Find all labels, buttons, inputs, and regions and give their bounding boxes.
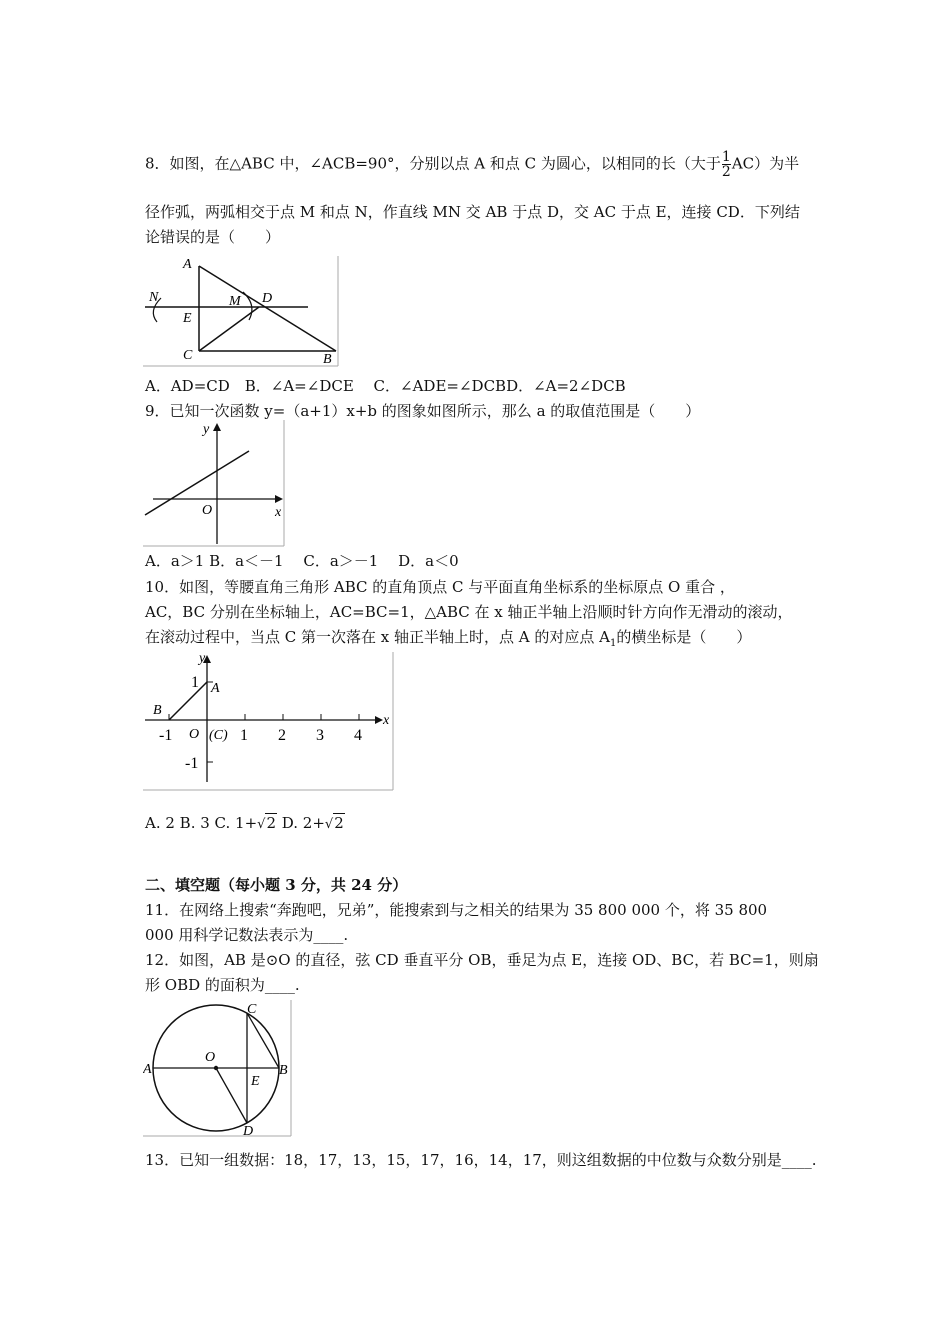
q10-figure bbox=[143, 652, 395, 796]
tick-label-yneg1: -1 bbox=[185, 755, 199, 772]
label-d: D bbox=[243, 1124, 254, 1138]
q13-blank: ____ bbox=[781, 1151, 812, 1169]
segment-od bbox=[216, 1068, 247, 1123]
q8-figure bbox=[143, 256, 339, 372]
q8-stem-line2: 径作弧，两弧相交于点 M 和点 N，作直线 MN 交 AB 于点 D，交 AC 于点 E，连接 CD．下列结 bbox=[145, 203, 800, 221]
label-x: x bbox=[383, 713, 390, 728]
function-line bbox=[145, 451, 249, 515]
label-n: N bbox=[149, 290, 159, 305]
label-b: B bbox=[323, 352, 332, 367]
label-e: E bbox=[251, 1074, 260, 1089]
tick-label-2: 2 bbox=[278, 727, 286, 744]
q8-stem-line1: 8．如图，在△ABC 中，∠ACB=90°，分别以点 A 和点 C 为圆心，以相同的长（大于 $\frac{1}{2}$ AC）为半 bbox=[145, 149, 800, 180]
q12-figure bbox=[143, 1000, 295, 1142]
q8-options: A．AD=CD B．∠A=∠DCE C．∠ADE=∠DCBD．∠A=2∠DCB bbox=[145, 377, 626, 395]
fraction-one-half: $\frac{1}{2}$ bbox=[721, 149, 731, 180]
segment-ab bbox=[169, 682, 207, 720]
center-dot bbox=[214, 1066, 218, 1070]
label-o: O bbox=[205, 1050, 216, 1065]
label-b: B bbox=[279, 1063, 288, 1078]
label-y: y bbox=[199, 652, 206, 666]
q10-stem-line2: AC，BC 分别在坐标轴上，AC=BC=1，△ABC 在 x 轴正半轴上沿顺时针方向作无滑动的滚动， bbox=[145, 603, 793, 621]
y-arrow bbox=[213, 423, 221, 431]
label-a: A bbox=[143, 1062, 152, 1077]
q9-figure bbox=[143, 420, 287, 552]
x-arrow bbox=[275, 495, 283, 503]
tick-label-4: 4 bbox=[354, 727, 362, 744]
label-e: E bbox=[183, 311, 192, 326]
q12-stem-line2: 形 OBD 的面积为____. bbox=[145, 976, 300, 994]
segment-bc bbox=[247, 1013, 279, 1068]
label-c: (C) bbox=[209, 728, 228, 743]
q12-blank: ____ bbox=[264, 976, 295, 994]
q8-stem-line3: 论错误的是（ ） bbox=[145, 228, 281, 246]
q10-stem-line3: 在滚动过程中，当点 C 第一次落在 x 轴正半轴上时，点 A 的对应点 $A_1$的横坐标是（ ） bbox=[145, 628, 752, 649]
label-b: B bbox=[153, 703, 162, 718]
q12-stem-line1: 12．如图，AB 是⊙O 的直径，弦 CD 垂直平分 OB，垂足为点 E，连接 OD、BC，若 BC=1，则扇 bbox=[145, 951, 819, 969]
label-c: C bbox=[247, 1002, 257, 1017]
x-arrow bbox=[375, 716, 383, 724]
label-o: O bbox=[202, 503, 213, 518]
tick-label-1: 1 bbox=[240, 727, 248, 744]
label-a: A bbox=[211, 681, 220, 696]
label-d: D bbox=[262, 291, 273, 306]
q11-stem-line2: 000 用科学记数法表示为____. bbox=[145, 926, 349, 944]
label-m: M bbox=[229, 294, 241, 309]
section-title: 二、填空题（每小题 3 分，共 24 分） bbox=[145, 876, 408, 894]
q9-options: A．a＞1 B．a＜－1 C．a＞－1 D．a＜0 bbox=[145, 552, 459, 570]
label-o: O bbox=[189, 727, 200, 742]
q11-stem-line1: 11．在网络上搜索“奔跑吧，兄弟”，能搜索到与之相关的结果为 35 800 000 个，将 35 800 bbox=[145, 901, 768, 919]
q13-stem: 13．已知一组数据：18，17，13，15，17，16，14，17，则这组数据的中位数与众数分别是____. bbox=[145, 1151, 817, 1169]
segment-ab bbox=[199, 266, 336, 351]
label-x: x bbox=[275, 505, 282, 520]
q11-blank: ____ bbox=[313, 926, 344, 944]
label-y: y bbox=[203, 422, 210, 437]
label-one-y: 1 bbox=[191, 674, 199, 691]
q9-stem: 9．已知一次函数 y=（a+1）x+b 的图象如图所示，那么 a 的取值范围是（ ） bbox=[145, 402, 701, 420]
q10-options: A. 2 B. 3 C. 1+√2 D. 2+√2 bbox=[145, 814, 344, 832]
tick-label-3: 3 bbox=[316, 727, 324, 744]
label-a: A bbox=[183, 257, 192, 272]
q10-stem-line1: 10．如图，等腰直角三角形 ABC 的直角顶点 C 与平面直角坐标系的坐标原点 O 重合 ， bbox=[145, 578, 735, 596]
label-c: C bbox=[183, 348, 193, 363]
tick-label-neg1: -1 bbox=[159, 727, 173, 744]
segment-cd bbox=[199, 307, 259, 351]
